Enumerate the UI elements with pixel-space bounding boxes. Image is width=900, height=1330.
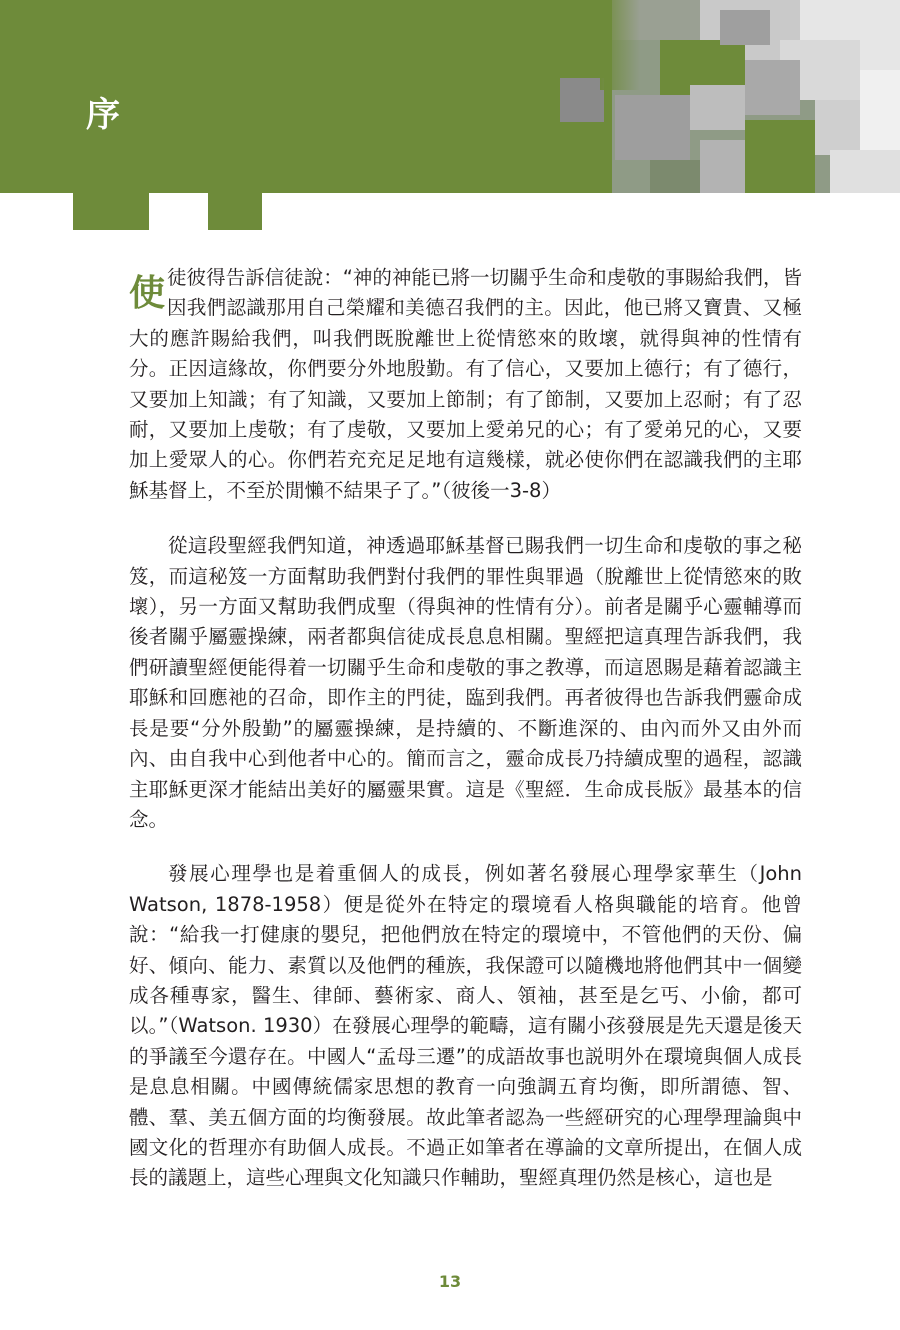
drop-cap: 使 [129,273,166,314]
paragraph-1 [129,263,802,506]
header-tab-left [73,193,149,230]
mosaic-decoration [0,0,900,193]
header-banner [0,0,900,193]
paragraph-2: 從這段聖經我們知道，神透過耶穌基督已賜我們一切生命和虔敬的事之秘笈，而這秘笈一方面幫助我們對付我們的罪性與罪過（脫離世上從情慾來的敗壞），另一方面又幫助我們成聖（得與神的性情有分）。前者是關乎心靈輔導而後者關乎屬靈操練，兩者都與信徒成長息息相關。聖經把這真理告訴我們，我們研讀聖經便能得着一切關乎生命和虔敬的事之教導，而這恩賜是藉着認識主耶穌和回應祂的召命，即作主的門徒，臨到我們。再者彼得也告訴我們靈命成長是要“分外殷勤”的屬靈操練，是持續的、不斷進深的、由內而外又由外而內、由自我中心到他者中心的。簡而言之，靈命成長乃持續成聖的過程，認識主耶穌更深才能結出美好的屬靈果實。這是《聖經．生命成長版》最基本的信念。 [129,534,802,831]
paragraph-1-text: 徒彼得告訴信徒說：“神的神能已將一切關乎生命和虔敬的事賜給我們，皆因我們認識那用自己榮耀和美德召我們的主。因此，他已將又寶貴、又極大的應許賜給我們，叫我們既脫離世上從情慾來的敗壞，就得與神的性情有分。正因這緣故，你們要分外地殷勤。有了信心，又要加上德行；有了德行，又要加上知識；有了知識，又要加上節制；有了節制，又要加上忍耐；有了忍耐，又要加上虔敬；有了虔敬，又要加上愛弟兄的心；有了愛弟兄的心，又要加上愛眾人的心。你們若充充足足地有這幾樣，就必使你們在認識我們的主耶穌基督上，不至於閒懶不結果子了。”（彼後一3-8） [129,266,802,502]
paragraph-3: 發展心理學也是着重個人的成長，例如著名發展心理學家華生（John Watson, 1878-1958）便是從外在特定的環境看人格與職能的培育。他曾說：“給我一打健康的嬰兒，把他們放在特定的環境中，不管他們的天份、偏好、傾向、能力、素質以及他們的種族，我保證可以隨機地將他們其中一個變成各種專家，醫生、律師、藝術家、商人、領袖，甚至是乞丐、小偷，都可以。”（Watson. 1930）在發展心理學的範疇，這有關小孩發展是先天還是後天的爭議至今還存在。中國人“孟母三遷”的成語故事也説明外在環境與個人成長是息息相關。中國傳統儒家思想的教育一向強調五育均衡，即所謂德、智、體、羣、美五個方面的均衡發展。故此筆者認為一些經研究的心理學理論與中國文化的哲理亦有助個人成長。不過正如筆者在導論的文章所提出，在個人成長的議題上，這些心理與文化知識只作輔助，聖經真理仍然是核心，這也是 [129,862,802,1190]
body-text [129,263,802,1194]
page-number: 13 [438,1272,462,1291]
page-title: 序 [86,95,121,135]
header-tab-right [208,193,262,230]
